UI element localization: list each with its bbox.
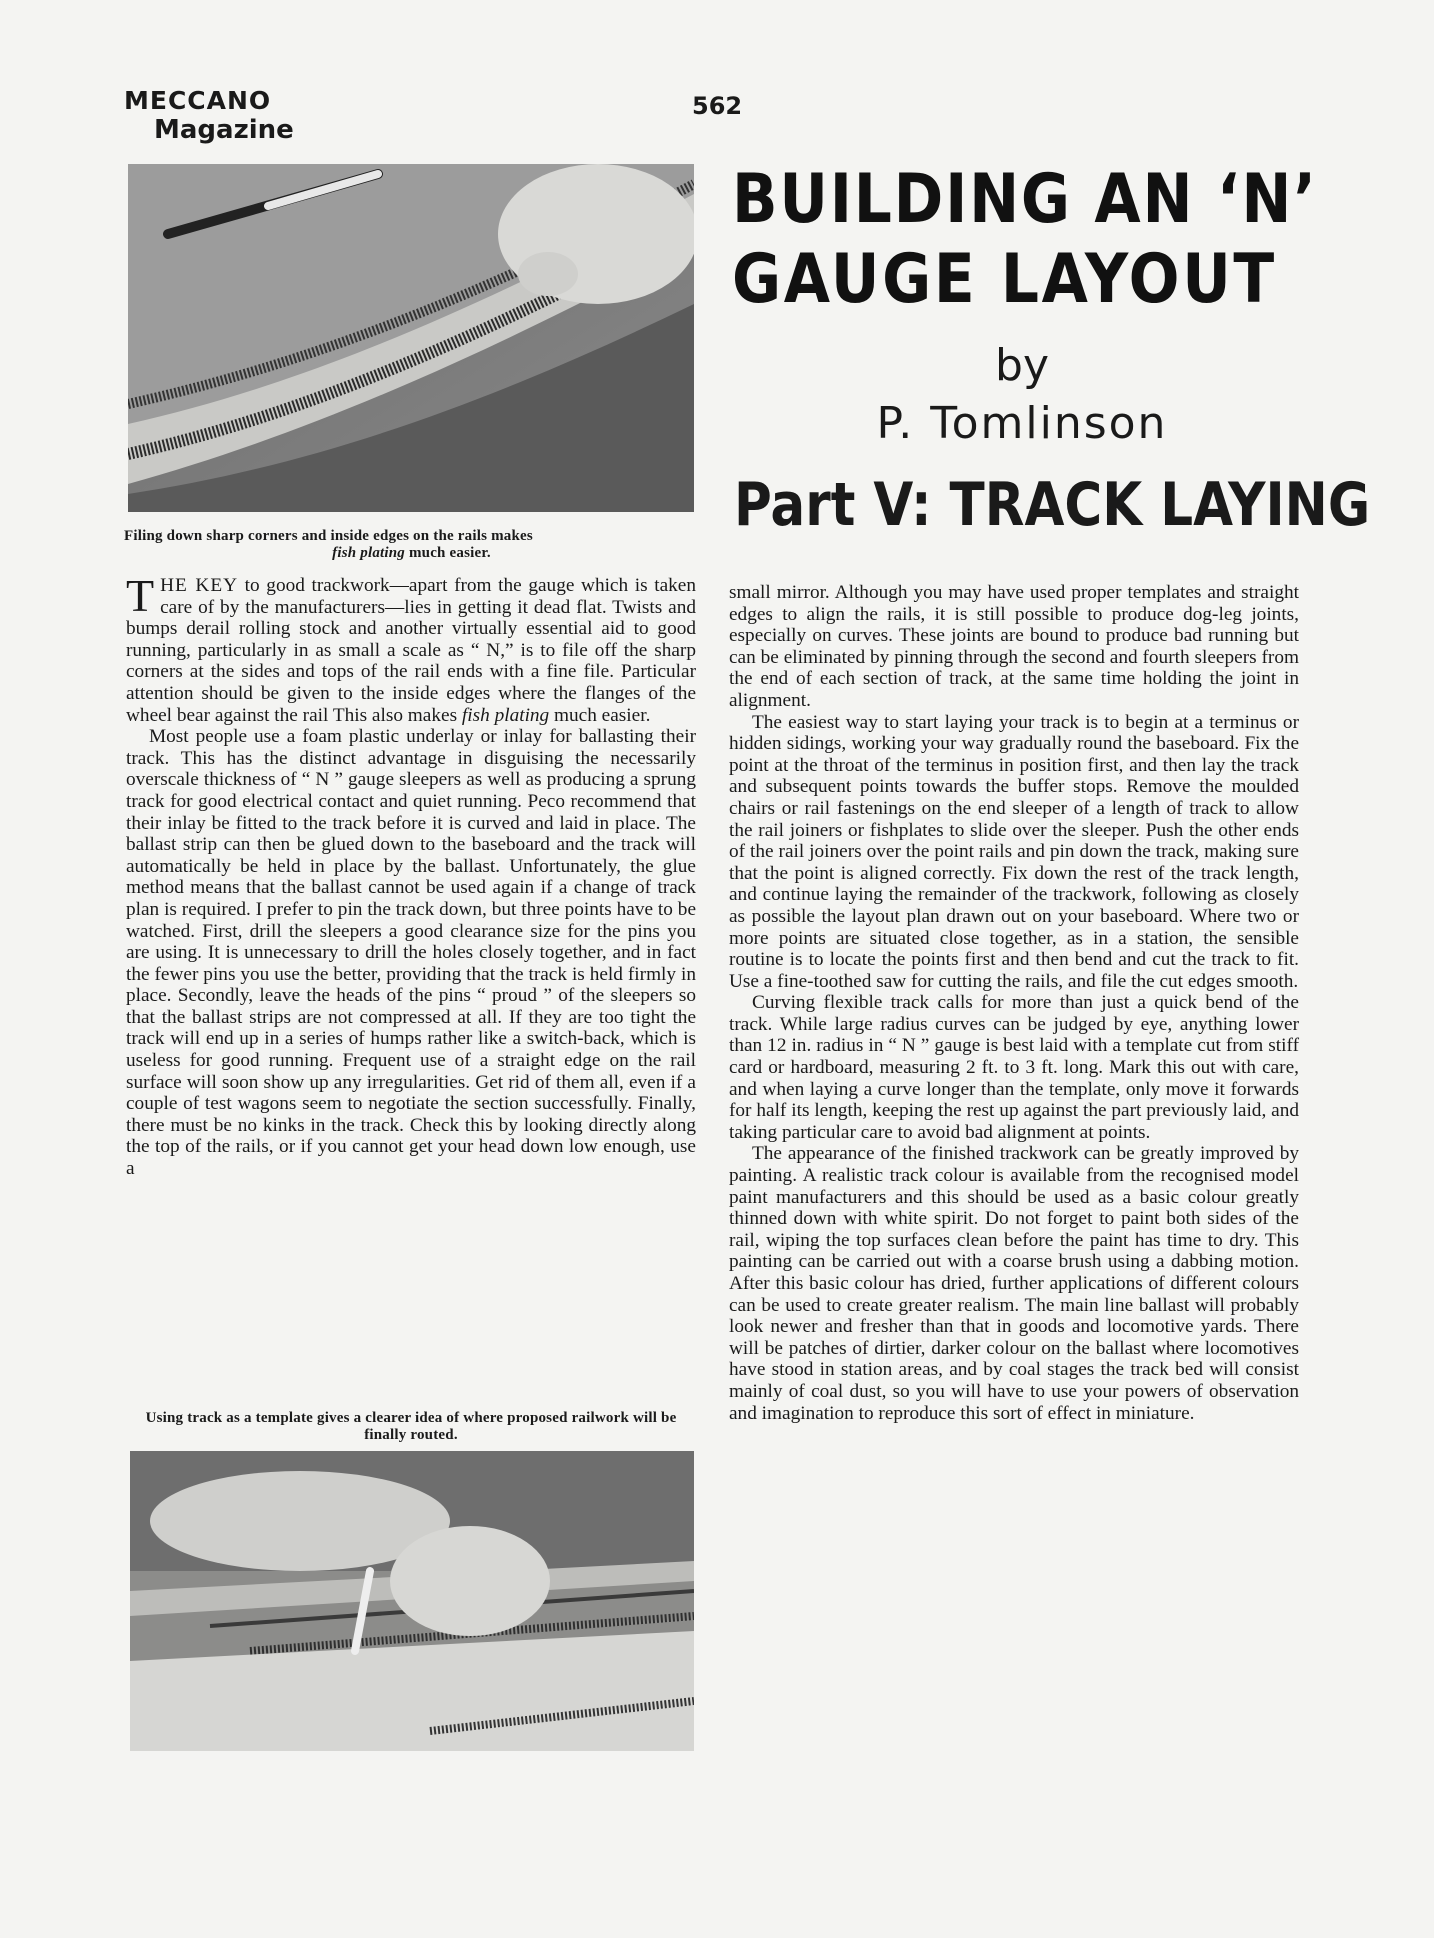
article-column-2 — [729, 582, 1299, 1424]
title-line-2: GAUGE LAYOUT — [732, 240, 1277, 319]
paragraph — [126, 570, 696, 726]
photo-caption-1 — [124, 528, 699, 562]
caption-1-rest: much easier. — [405, 545, 491, 561]
masthead-subtitle: Magazine — [154, 115, 294, 145]
paragraph: The appearance of the finished trackwork can be greatly improved by painting. A realistic track colour is available from the recognised model paint manufacturers and this should be used as a basic colour greatly thinned down with white spirit. Do not forget to paint both sides of the rail, wiping the top surfaces clean before the paint has time to dry. This painting can be carried out with a coarse brush using a dabbing motion. After this basic colour has dried, further applications of different colours can be used to create greater realism. The main line ballast will probably look newer and fresher than that in goods and locomotive yards. There will be patches of dirtier, darker colour on the ballast where locomotives have stood in station areas, and by coal stages the track bed will consist mainly of coal dust, so you will have to use your powers of observation and imagination to reproduce this sort of effect in miniature. — [729, 1143, 1299, 1424]
photo-filing-rails-illustration — [128, 164, 694, 512]
paragraph: Curving flexible track calls for more than just a quick bend of the track. While large radius curves can be judged by eye, anything lower than 12 in. radius in “ N ” gauge is best laid with a template cut from stiff card or hardboard, measuring 2 ft. to 3 ft. long. Mark this out with care, and when laying a curve longer than the template, only move it forwards for half its length, keeping the rest up against the part previously laid, and taking particular care to avoid bad alignment at points. — [729, 992, 1299, 1143]
caption-1-line: Filing down sharp corners and inside edges on the rails makes — [124, 528, 533, 544]
part-heading: Part V: TRACK LAYING — [734, 470, 1371, 540]
paragraph-emphasis: fish plating — [461, 704, 550, 726]
paragraph: small mirror. Although you may have used proper templates and straight edges to align the rails, it is still possible to produce dog-leg joints, especially on curves. These joints are bound to produce bad running but can be eliminated by pinning through the second and fourth sleepers from the end of each section of track, at the same time holding the joint in alignment. — [729, 582, 1299, 711]
photo-caption-2: Using track as a template gives a clearer idea of where proposed railwork will be finally routed. — [145, 1410, 677, 1443]
byline: by — [995, 340, 1049, 391]
title-line-1: BUILDING AN ‘N’ — [732, 160, 1318, 239]
photo-filing-rails — [128, 164, 694, 512]
caption-1-emphasis: fish plating — [332, 545, 406, 561]
page-number: 562 — [692, 92, 743, 120]
photo-track-template-illustration — [130, 1451, 694, 1751]
paragraph-text: much easier. — [549, 704, 651, 726]
article-column-1 — [126, 570, 696, 1180]
photo-track-template — [130, 1451, 694, 1751]
drop-cap: T — [126, 570, 155, 621]
article-title — [732, 160, 1318, 320]
masthead-title: MECCANO — [124, 86, 272, 115]
author-name: P. Tomlinson — [876, 398, 1168, 449]
masthead — [124, 88, 294, 143]
paragraph: The easiest way to start laying your track is to begin at a terminus or hidden sidings, working your way gradually round the baseboard. Fix the point at the throat of the terminus in position first, and then lay the track and subsequent points towards the buffer stops. Remove the moulded chairs or rail fastenings on the end sleeper of a length of track to allow the rail joiners or fishplates to slide over the sleeper. Push the other ends of the rail joiners over the point rails and pin down the track, making sure that the point is aligned correctly. Fix down the rest of the track length, and continue laying the remainder of the trackwork, following as closely as possible the layout plan drawn out on your baseboard. Where two or more points are situated close together, as in a station, the sensible routine is to locate the points first and then bend and cut the track to fit. Use a fine-toothed saw for cutting the rails, and file the cut edges smooth. — [729, 711, 1299, 992]
paragraph: Most people use a foam plastic underlay or inlay for ballasting their track. This has the distinct advantage in disguising the necessarily overscale thickness of “ N ” gauge sleepers as well as producing a sprung track for good electrical contact and quiet running. Peco recommend that their inlay be fitted to the track before it is curved and laid in place. The ballast strip can then be glued down to the baseboard and the track will automatically be held in place by the ballast. Unfortunately, the glue method means that the ballast cannot be used again if a change of track plan is required. I prefer to pin the track down, but three points have to be watched. First, drill the sleepers a good clearance size for the pins you are using. It is unnecessary to drill the holes closely together, and in fact the fewer pins you use the better, providing that the track is held firmly in place. Secondly, leave the heads of the pins “ proud ” of the sleepers so that the ballast strips are not compressed at all. If they are too tight the track will end up in a series of humps rather like a switch-back, which is useless for good running. Frequent use of a straight edge on the rail surface will soon show up any irregularities. Get rid of them all, even if a couple of test wagons seem to negotiate the section successfully. Finally, there must be no kinks in the track. Check this by looking directly along the top of the rails, or if you cannot get your head down low enough, use a — [126, 726, 696, 1180]
paragraph-text: to good trackwork—apart from the gauge which is taken care of by the manufacturers—lies in getting it dead flat. Twists and bumps derail rolling stock and another virtually essential aid to good running, particularly in as small a scale as “ N,” is to file off the sharp corners at the sides and tops of the rail ends with a fine file. Particular attention should be given to the inside edges where the flanges of the wheel bear against the rail This also makes — [126, 575, 696, 726]
lead-words: HE KEY — [160, 575, 239, 596]
